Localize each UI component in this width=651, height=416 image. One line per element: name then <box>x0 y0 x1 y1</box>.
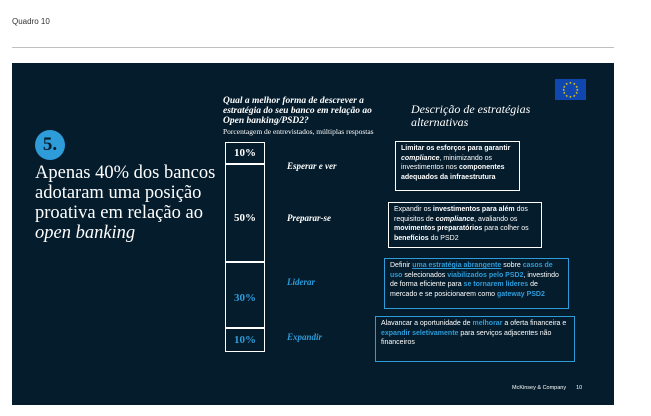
description-run: Alavancar a oportunidade de <box>381 320 473 327</box>
svg-text:★: ★ <box>575 84 579 89</box>
description-run: investimentos para além <box>432 206 515 213</box>
slide <box>12 63 614 405</box>
svg-text:★: ★ <box>572 82 576 86</box>
eu-flag-icon <box>555 79 586 100</box>
footer-brand: McKinsey & Company <box>512 385 567 391</box>
caption: Quadro 10 <box>12 17 50 26</box>
description-box-liderar <box>384 258 569 309</box>
description-run: sobre <box>501 262 523 269</box>
bar-segment-expandir <box>225 328 265 352</box>
description-run: compliance <box>435 215 475 223</box>
description-run: Definir <box>390 262 413 269</box>
footer-page-number: 10 <box>576 385 583 391</box>
svg-text:★: ★ <box>568 95 573 99</box>
description-run: para serviços adjacentes não financeiros <box>381 329 552 346</box>
bar-segment-preparar <box>225 164 265 262</box>
description-run: melhorar <box>472 320 503 327</box>
svg-text:★: ★ <box>572 94 576 98</box>
slide-footer <box>512 385 592 391</box>
description-run: de mercado e se posicionarem como <box>390 281 538 298</box>
svg-text:★: ★ <box>575 91 579 96</box>
divider <box>12 47 614 48</box>
description-run: para colher os <box>482 225 529 232</box>
description-run: , avaliando os <box>474 215 518 223</box>
description-run: , minimizando os investimentos nos <box>401 154 493 171</box>
svg-text:★: ★ <box>562 88 566 92</box>
headline-text: Apenas 40% dos bancos adotaram uma posição proativa em relação ao <box>35 163 216 223</box>
description-run: componentes adequados da infraestrutura <box>401 164 505 181</box>
strategy-label-preparar: Preparar-se <box>287 213 331 223</box>
bar-label: 10% <box>234 147 256 159</box>
svg-text:★: ★ <box>562 84 566 89</box>
slide-headline <box>35 163 225 243</box>
description-box-expandir <box>375 316 575 362</box>
bar-segment-esperar <box>225 142 265 164</box>
description-run: Expandir os <box>394 206 433 213</box>
description-run: Limitar os esforços para garantir <box>401 145 511 152</box>
headline-italic: open banking <box>35 223 136 243</box>
description-run: selecionados <box>402 271 448 279</box>
svg-text:★: ★ <box>565 82 569 86</box>
strategy-label-liderar: Liderar <box>287 277 315 287</box>
strategy-label-esperar: Esperar e ver <box>287 161 337 171</box>
description-run: gateway PSD2 <box>497 290 545 298</box>
description-run: casos de uso <box>390 262 553 279</box>
description-run: viabilizados pelo PSD2 <box>447 271 524 279</box>
question-title: Qual a melhor forma de descrever a estratégia do seu banco em relação ao Open banking/PSD2? <box>223 96 372 126</box>
question-subtitle: Porcentagem de entrevistados, múltiplas respostas <box>223 127 374 136</box>
bar-label: 50% <box>234 212 256 224</box>
description-run: expandir seletivamente <box>381 329 459 337</box>
description-run: uma estratégia abrangente <box>412 262 502 269</box>
description-run: do PSD2 <box>428 234 459 242</box>
description-title: Descrição de estratégias alternativas <box>411 102 531 129</box>
description-run: benefícios <box>394 234 429 242</box>
description-run: dos requisitos de <box>394 206 528 223</box>
description-run: , investindo de forma eficiente para <box>390 271 559 288</box>
svg-text:★: ★ <box>565 94 569 98</box>
description-box-preparar <box>388 202 542 248</box>
bar-segment-liderar <box>225 262 265 328</box>
section-number-badge: 5. <box>35 130 65 160</box>
svg-text:★: ★ <box>568 81 573 85</box>
description-run: movimentos preparatórios <box>394 225 483 232</box>
description-run: compliance <box>401 154 440 162</box>
svg-text:★: ★ <box>575 88 579 92</box>
svg-text:★: ★ <box>562 91 566 96</box>
description-run: se tornarem líderes <box>463 281 529 288</box>
bar-label: 30% <box>234 292 256 304</box>
description-box-esperar <box>395 141 520 191</box>
description-run: a oferta financeira e <box>502 320 567 327</box>
bar-label: 10% <box>234 334 256 346</box>
strategy-label-expandir: Expandir <box>287 332 323 342</box>
